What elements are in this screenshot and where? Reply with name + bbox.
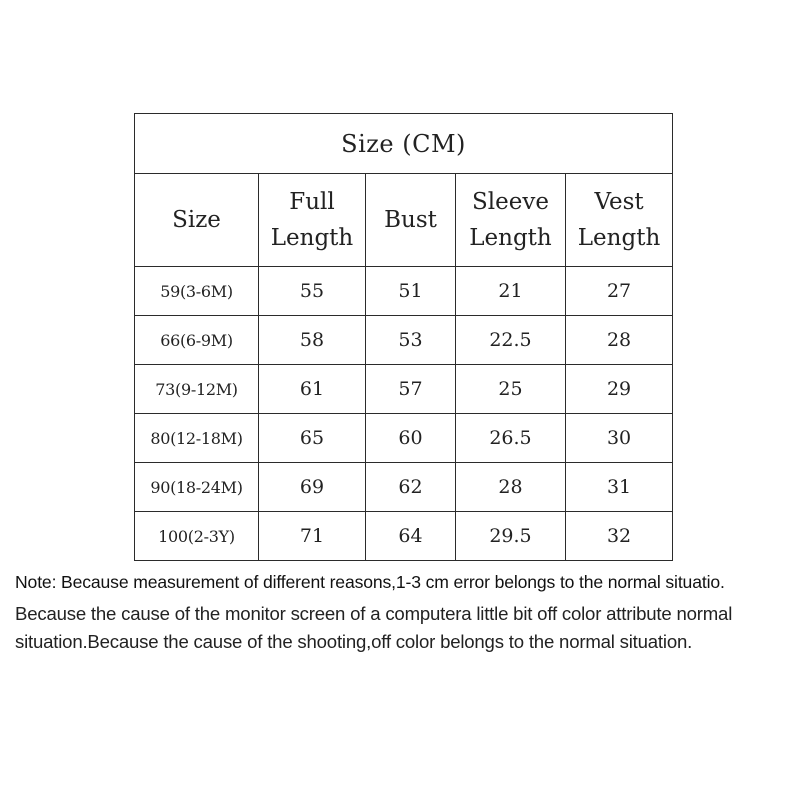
size-label-cell: 66(6-9M) <box>135 316 259 365</box>
column-header-text: Length <box>577 225 661 251</box>
size-label-cell: 90(18-24M) <box>135 463 259 512</box>
measurement-cell: 69 <box>259 463 366 512</box>
measurement-cell: 29.5 <box>456 512 566 561</box>
column-header-text: Sleeve <box>472 189 549 215</box>
size-label-cell: 100(2-3Y) <box>135 512 259 561</box>
measurement-cell: 58 <box>259 316 366 365</box>
table-title: Size (CM) <box>135 114 673 174</box>
column-header <box>259 174 366 267</box>
table-title-row <box>135 114 673 174</box>
table-row <box>135 316 673 365</box>
measurement-cell: 64 <box>366 512 456 561</box>
table-row <box>135 463 673 512</box>
table-row <box>135 414 673 463</box>
size-label-cell: 59(3-6M) <box>135 267 259 316</box>
column-header-text: Size <box>172 207 221 233</box>
size-label-cell: 73(9-12M) <box>135 365 259 414</box>
measurement-cell: 71 <box>259 512 366 561</box>
measurement-cell: 32 <box>566 512 673 561</box>
measurement-cell: 26.5 <box>456 414 566 463</box>
measurement-cell: 51 <box>366 267 456 316</box>
measurement-cell: 21 <box>456 267 566 316</box>
table-row <box>135 267 673 316</box>
size-chart-table <box>134 113 673 561</box>
measurement-cell: 62 <box>366 463 456 512</box>
column-header-text: Vest <box>594 189 644 215</box>
measurement-cell: 30 <box>566 414 673 463</box>
column-header <box>456 174 566 267</box>
size-label-cell: 80(12-18M) <box>135 414 259 463</box>
measurement-cell: 60 <box>366 414 456 463</box>
measurement-cell: 55 <box>259 267 366 316</box>
measurement-cell: 53 <box>366 316 456 365</box>
column-header-text: Length <box>270 225 354 251</box>
measurement-cell: 22.5 <box>456 316 566 365</box>
measurement-cell: 25 <box>456 365 566 414</box>
measurement-cell: 65 <box>259 414 366 463</box>
column-header <box>135 174 259 267</box>
column-header <box>566 174 673 267</box>
table-body <box>135 267 673 561</box>
measurement-cell: 28 <box>566 316 673 365</box>
column-header <box>366 174 456 267</box>
measurement-cell: 29 <box>566 365 673 414</box>
measurement-cell: 27 <box>566 267 673 316</box>
table-row <box>135 365 673 414</box>
measurement-cell: 57 <box>366 365 456 414</box>
column-header-text: Full <box>289 189 335 215</box>
note-line: situation.Because the cause of the shooting,off color belongs to the normal situation. <box>15 631 693 652</box>
measurement-cell: 28 <box>456 463 566 512</box>
column-header-text: Length <box>469 225 552 251</box>
measurement-cell: 31 <box>566 463 673 512</box>
column-header-text: Bust <box>384 207 437 233</box>
table-row <box>135 512 673 561</box>
measurement-cell: 61 <box>259 365 366 414</box>
note-line: Because the cause of the monitor screen of a computera little bit off color attribute normal <box>15 603 733 624</box>
table-header-row <box>135 174 673 267</box>
note-line: Note: Because measurement of different reasons,1-3 cm error belongs to the normal situatio. <box>15 572 725 592</box>
